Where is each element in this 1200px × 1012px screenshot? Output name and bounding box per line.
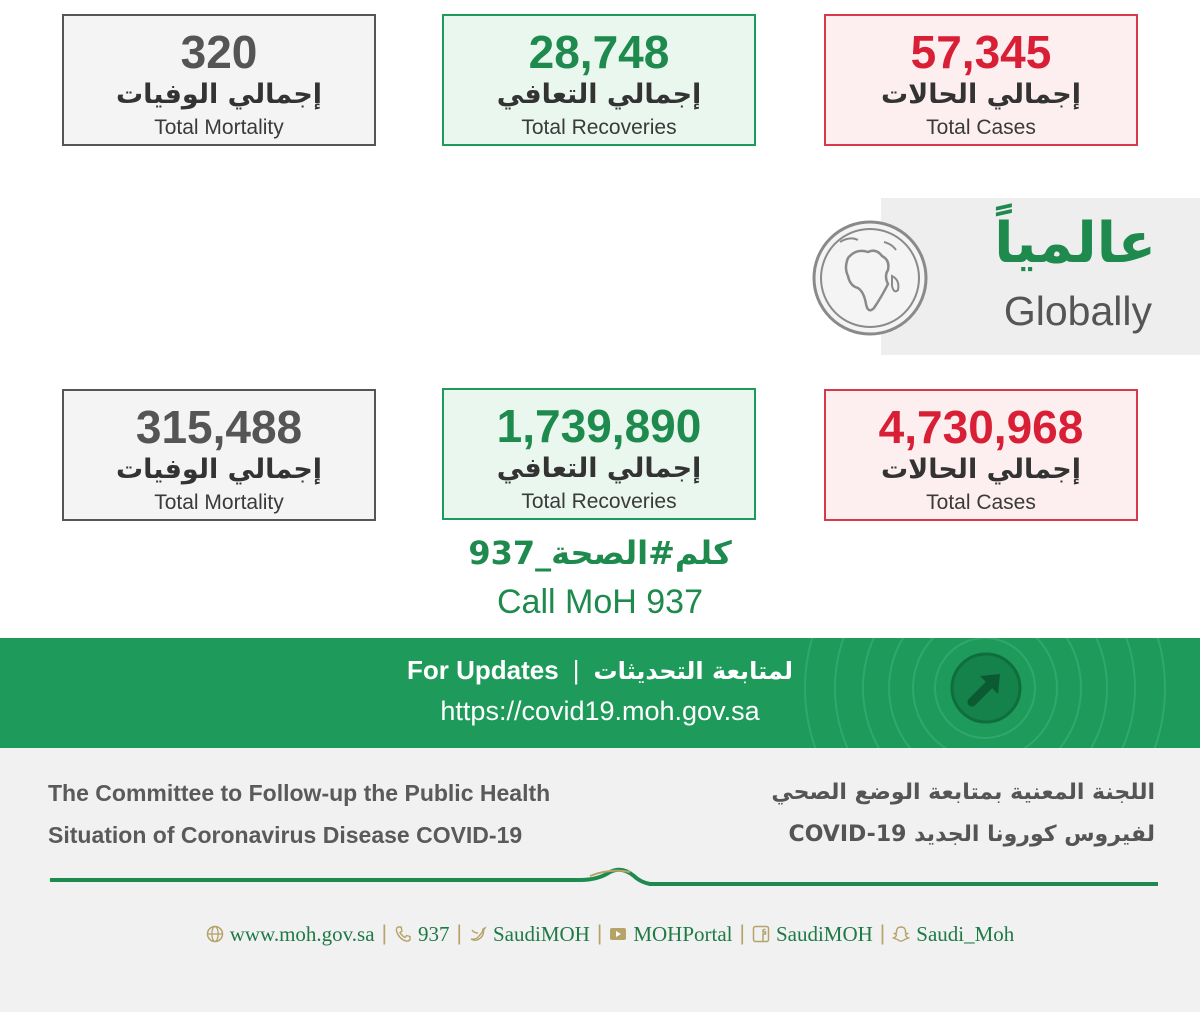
youtube-icon (609, 925, 627, 943)
footer-website-link[interactable] (206, 922, 375, 947)
saudi-cases-card (824, 14, 1138, 146)
footer-phone-text: 937 (418, 921, 450, 946)
footer-facebook-text: SaudiMOH (775, 921, 873, 946)
arrow-icon (950, 652, 1022, 724)
global-cases-value: 4,730,968 (878, 401, 1084, 453)
footer-separator: | (739, 922, 745, 945)
global-recoveries-value: 1,739,890 (496, 400, 702, 452)
saudi-mortality-label-ar: إجمالي الوفيات (115, 79, 323, 110)
committee-name-en (48, 772, 608, 856)
decorative-divider (50, 866, 1160, 894)
call-hashtag-ar: كلم#الصحة_937 (468, 534, 732, 572)
saudi-cases-label-en: Total Cases (926, 116, 1036, 139)
footer-youtube-link[interactable] (609, 922, 732, 947)
global-cases-label-en: Total Cases (926, 491, 1036, 514)
saudi-cases-value: 57,345 (910, 26, 1052, 78)
committee-ar-line1: اللجنة المعنية بمتابعة الوضع الصحي (771, 780, 1155, 805)
web-icon (206, 925, 224, 943)
globe-icon (810, 218, 930, 338)
global-mortality-value: 315,488 (135, 401, 303, 453)
updates-label-ar: لمتابعة التحديثات (593, 657, 793, 685)
footer-separator: | (879, 922, 886, 945)
phone-icon (394, 925, 412, 943)
twitter-icon (469, 925, 487, 943)
footer-snapchat-text: Saudi_Moh (916, 921, 1015, 946)
saudi-mortality-value: 320 (180, 26, 258, 78)
footer-youtube-text: MOHPortal (633, 921, 733, 946)
call-moh-label: Call MoH 937 (497, 583, 703, 621)
committee-name-ar (620, 772, 1155, 856)
updates-separator: | (572, 655, 580, 685)
saudi-recoveries-label-ar: إجمالي التعافي (496, 79, 702, 110)
saudi-cases-label-ar: إجمالي الحالات (880, 79, 1082, 110)
footer-separator: | (456, 922, 462, 945)
facebook-icon (752, 925, 770, 943)
footer-snapchat-link[interactable] (892, 922, 1014, 947)
saudi-mortality-card (62, 14, 376, 146)
global-recoveries-label-ar: إجمالي التعافي (496, 453, 702, 484)
footer-phone-link[interactable] (394, 922, 450, 947)
snapchat-icon (892, 925, 910, 943)
global-recoveries-card (442, 388, 756, 520)
global-mortality-label-en: Total Mortality (154, 491, 284, 514)
saudi-recoveries-label-en: Total Recoveries (521, 116, 677, 139)
committee-en-line2: Situation of Coronavirus Disease COVID-19 (48, 822, 523, 848)
footer-links (150, 918, 1070, 950)
globally-heading-en: Globally (1003, 288, 1152, 334)
updates-url-link[interactable]: https://covid19.moh.gov.sa (440, 696, 760, 726)
global-cases-label-ar: إجمالي الحالات (880, 454, 1082, 485)
footer-separator: | (381, 922, 388, 945)
footer-website-text: www.moh.gov.sa (229, 921, 375, 946)
committee-en-line1: The Committee to Follow-up the Public Health (48, 780, 551, 806)
footer-separator: | (596, 922, 603, 945)
global-cases-card (824, 389, 1138, 521)
updates-label-en: For Updates (407, 655, 559, 685)
globally-heading-ar: عالمياً (994, 211, 1156, 276)
footer-facebook-link[interactable] (752, 922, 873, 947)
saudi-recoveries-card (442, 14, 756, 146)
saudi-recoveries-value: 28,748 (528, 26, 670, 78)
updates-heading (300, 650, 900, 691)
footer-twitter-text: SaudiMOH (493, 921, 590, 946)
global-mortality-card (62, 389, 376, 521)
committee-ar-line2: لفيروس كورونا الجديد COVID-19 (788, 822, 1155, 847)
global-recoveries-label-en: Total Recoveries (521, 490, 677, 513)
footer-twitter-link[interactable] (469, 922, 590, 947)
saudi-mortality-label-en: Total Mortality (154, 116, 284, 139)
global-mortality-label-ar: إجمالي الوفيات (115, 454, 323, 485)
